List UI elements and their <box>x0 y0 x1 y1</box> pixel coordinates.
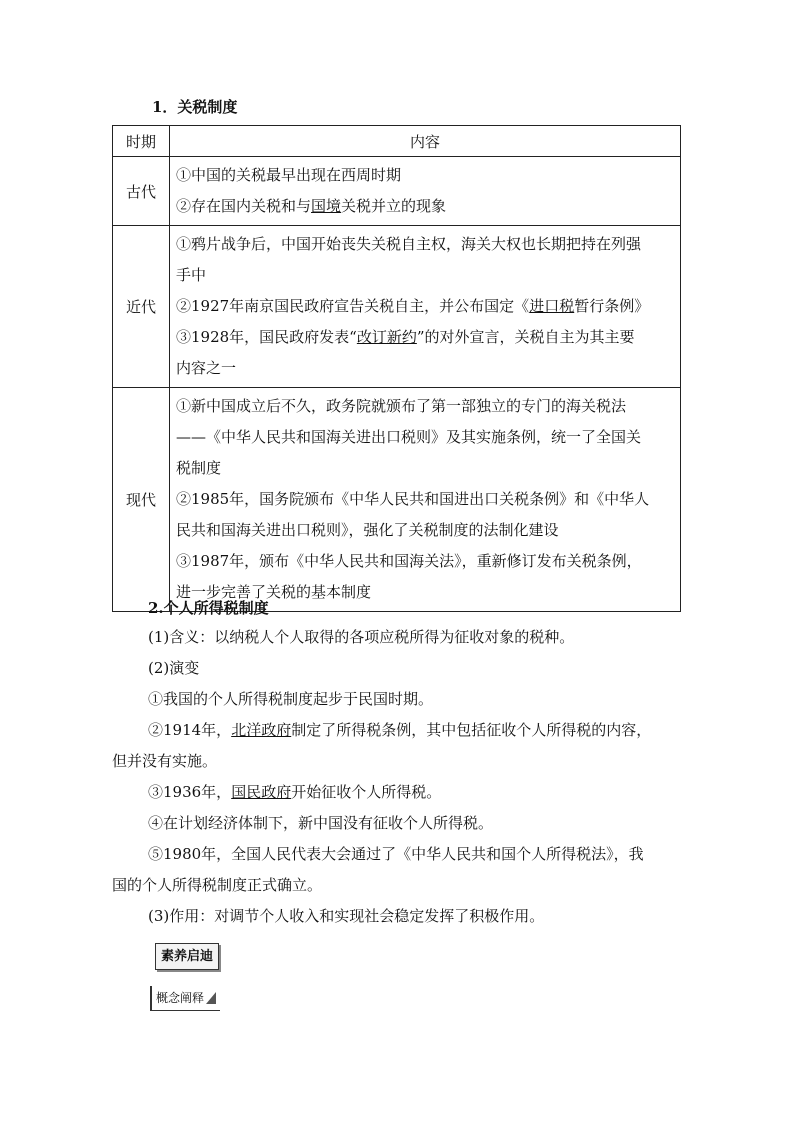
text-run: ④在计划经济体制下，新中国没有征收个人所得税。 <box>148 814 494 832</box>
section2-paragraphs <box>112 622 682 932</box>
underlined-term: 国民政府 <box>231 783 292 801</box>
text-run: 税制度 <box>176 459 222 477</box>
paragraph-line <box>112 901 682 932</box>
text-run: ①鸦片战争后，中国开始丧失关税自主权，海关大权也长期把持在列强 <box>176 235 642 253</box>
content-line <box>176 260 674 291</box>
period-cell: 古代 <box>113 157 170 226</box>
paragraph-line <box>112 746 682 777</box>
text-run: 暂行条例》 <box>574 297 650 315</box>
table-row <box>113 226 681 388</box>
text-run: (3)作用：对调节个人收入和实现社会稳定发挥了积极作用。 <box>148 907 545 925</box>
content-line <box>176 484 674 515</box>
text-run: 制定了所得税条例，其中包括征收个人所得税的内容， <box>291 721 652 739</box>
text-run: ①新中国成立后不久，政务院就颁布了第一部独立的专门的海关税法 <box>176 397 627 415</box>
paragraph-line <box>112 870 682 901</box>
table-header-row <box>113 126 681 157</box>
underlined-term: 国境 <box>311 197 342 215</box>
corner-triangle-icon <box>206 992 216 1004</box>
table-row <box>113 388 681 612</box>
content-line <box>176 353 674 384</box>
text-run: 但并没有实施。 <box>112 752 218 770</box>
header-period: 时期 <box>113 126 170 157</box>
content-cell <box>170 226 681 388</box>
text-run: ②1927年南京国民政府宣告关税自主，并公布国定《 <box>176 297 530 315</box>
underlined-term: 进口税 <box>529 297 575 315</box>
content-line <box>176 453 674 484</box>
paragraph-line <box>112 777 682 808</box>
paragraph-line <box>112 715 682 746</box>
text-run: ⑤1980年，全国人民代表大会通过了《中华人民共和国个人所得税法》，我 <box>148 845 644 863</box>
text-run: 开始征收个人所得税。 <box>291 783 442 801</box>
text-run: ③1928年，国民政府发表“ <box>176 328 357 346</box>
content-line <box>176 160 674 191</box>
paragraph-line <box>112 653 682 684</box>
text-run: ——《中华人民共和国海关进出口税则》及其实施条例，统一了全国关 <box>176 428 642 446</box>
period-cell: 现代 <box>113 388 170 612</box>
text-run: ②1985年，国务院颁布《中华人民共和国进出口关税条例》和《中华人 <box>176 490 650 508</box>
content-line <box>176 322 674 353</box>
text-run: 进一步完善了关税的基本制度 <box>176 583 372 601</box>
content-line <box>176 546 674 577</box>
text-run: 手中 <box>176 266 207 284</box>
content-line <box>176 229 674 260</box>
text-run: ③1987年，颁布《中华人民共和国海关法》，重新修订发布关税条例， <box>176 552 642 570</box>
content-line <box>176 515 674 546</box>
header-content: 内容 <box>170 126 681 157</box>
text-run: ①中国的关税最早出现在西周时期 <box>176 166 402 184</box>
text-run: (2)演变 <box>148 659 200 677</box>
underlined-term: 改订新约 <box>356 328 417 346</box>
paragraph-line <box>112 839 682 870</box>
content-line <box>176 422 674 453</box>
text-run: 内容之一 <box>176 359 237 377</box>
literacy-badge: 素养启迪 <box>155 943 219 970</box>
tariff-table <box>112 125 681 612</box>
paragraph-line <box>112 684 682 715</box>
content-line <box>176 391 674 422</box>
text-run: 关税并立的现象 <box>341 197 447 215</box>
content-line <box>176 191 674 222</box>
tariff-table-body <box>113 157 681 612</box>
table-row <box>113 157 681 226</box>
text-run: ②1914年， <box>148 721 232 739</box>
concept-badge <box>150 986 220 1011</box>
content-line <box>176 291 674 322</box>
concept-badge-label: 概念阐释 <box>156 991 205 1005</box>
section2 <box>112 595 682 932</box>
text-run: ”的对外宣言，关税自主为其主要 <box>416 328 635 346</box>
section1-title: 1．关税制度 <box>152 98 238 116</box>
paragraph-line <box>112 808 682 839</box>
text-run: (1)含义：以纳税人个人取得的各项应税所得为征收对象的税种。 <box>148 628 575 646</box>
content-cell <box>170 388 681 612</box>
text-run: ①我国的个人所得税制度起步于民国时期。 <box>148 690 434 708</box>
paragraph-line <box>112 622 682 653</box>
text-run: ②存在国内关税和与 <box>176 197 312 215</box>
underlined-term: 北洋政府 <box>231 721 292 739</box>
text-run: 民共和国海关进出口税则》，强化了关税制度的法制化建设 <box>176 521 559 539</box>
section2-title: 2.个人所得税制度 <box>148 599 269 617</box>
period-cell: 近代 <box>113 226 170 388</box>
text-run: 国的个人所得税制度正式确立。 <box>112 876 323 894</box>
text-run: ③1936年， <box>148 783 232 801</box>
content-cell <box>170 157 681 226</box>
